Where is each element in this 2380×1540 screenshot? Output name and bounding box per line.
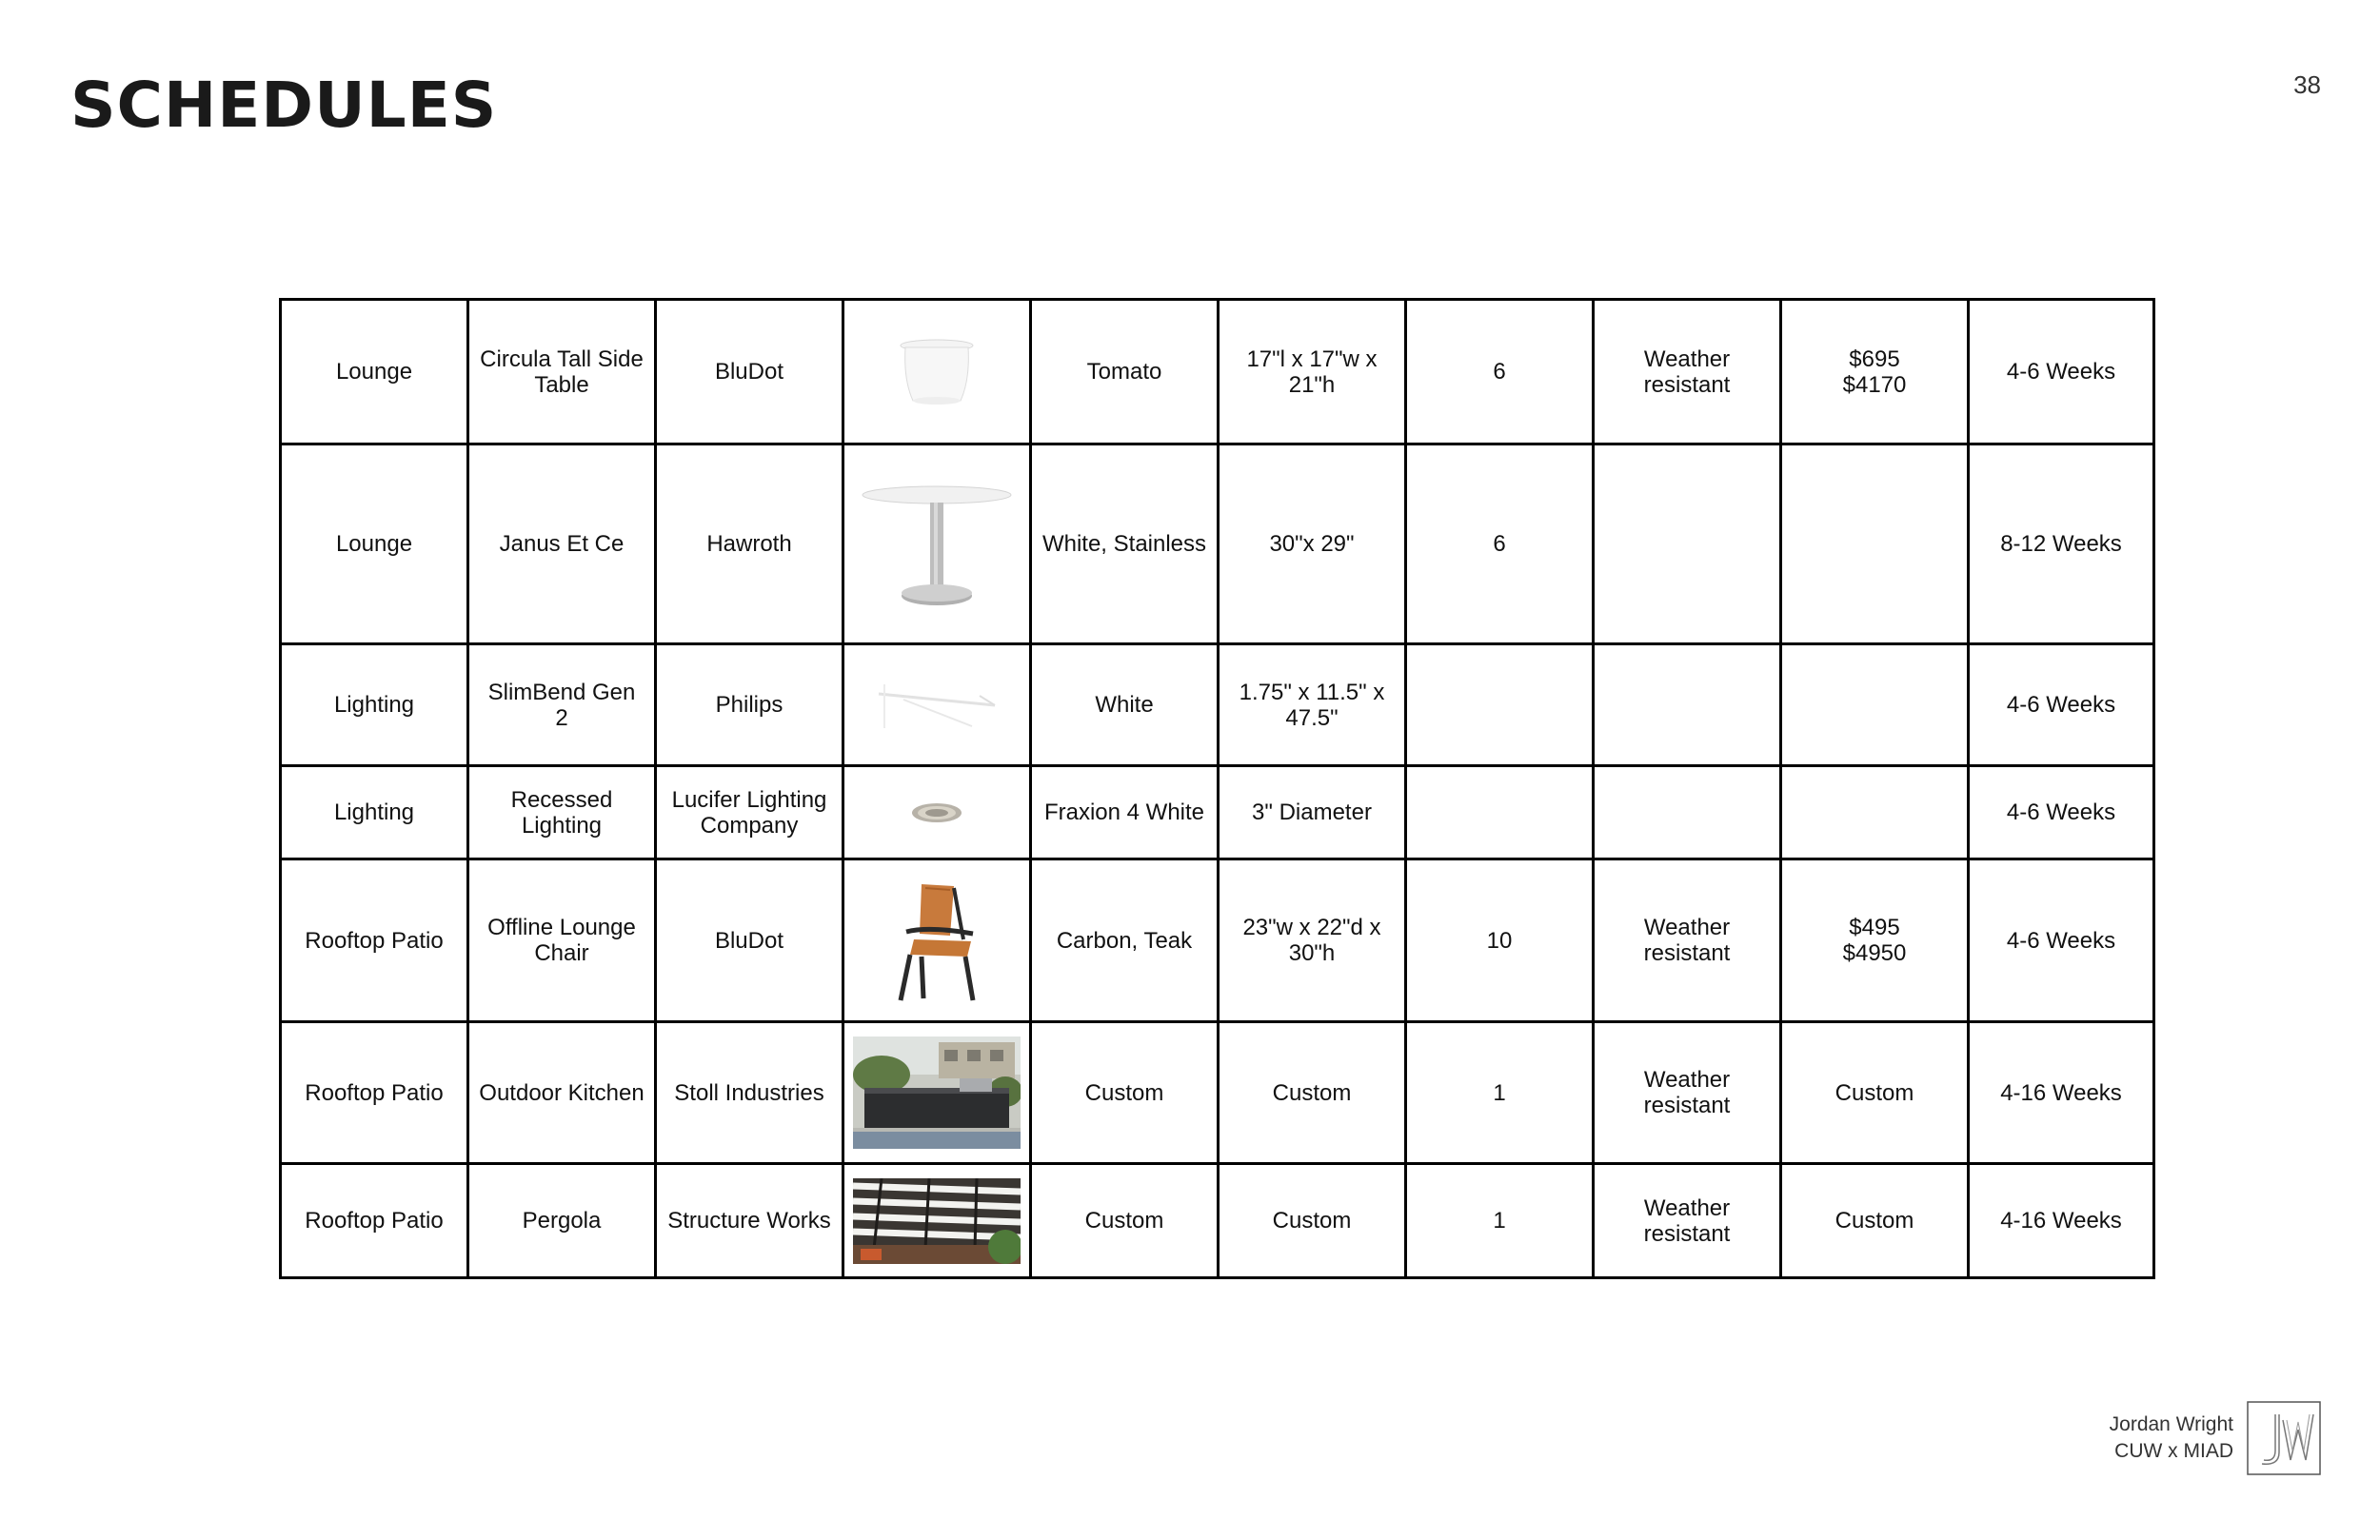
lead-time-cell: 8-12 Weeks — [1969, 444, 2154, 644]
footer-credits — [2110, 1412, 2233, 1465]
cost-cell — [1781, 1022, 1969, 1164]
recessed-downlight-image — [908, 799, 965, 827]
quantity-cell: 1 — [1406, 1164, 1594, 1278]
manufacturer-cell: BluDot — [656, 859, 843, 1022]
program-name: CUW x MIAD — [2114, 1440, 2233, 1462]
footer — [2110, 1401, 2321, 1475]
notes-cell — [1594, 766, 1781, 859]
lead-time-cell: 4-16 Weeks — [1969, 1164, 2154, 1278]
notes-cell: Weather resistant — [1594, 859, 1781, 1022]
dimensions-cell: 23"w x 22"d x 30"h — [1219, 859, 1406, 1022]
image-cell — [843, 644, 1031, 766]
finish-cell: Custom — [1031, 1164, 1219, 1278]
image-cell — [843, 444, 1031, 644]
cost-cell — [1781, 444, 1969, 644]
notes-cell: Weather resistant — [1594, 300, 1781, 444]
table-row — [281, 859, 2154, 1022]
notes-cell: Weather resistant — [1594, 1022, 1781, 1164]
item-cell: Recessed Lighting — [468, 766, 656, 859]
quantity-cell — [1406, 644, 1594, 766]
lead-time-cell: 4-6 Weeks — [1969, 859, 2154, 1022]
dimensions-cell: 17"l x 17"w x 21"h — [1219, 300, 1406, 444]
image-cell — [843, 1164, 1031, 1278]
image-cell — [843, 1022, 1031, 1164]
quantity-cell: 6 — [1406, 444, 1594, 644]
total-cost: $4950 — [1842, 940, 1907, 966]
image-cell — [843, 859, 1031, 1022]
finish-cell: Carbon, Teak — [1031, 859, 1219, 1022]
white-side-table-image — [884, 334, 989, 410]
author-name: Jordan Wright — [2109, 1413, 2233, 1435]
dimensions-cell: 30"x 29" — [1219, 444, 1406, 644]
dimensions-cell: 1.75" x 11.5" x 47.5" — [1219, 644, 1406, 766]
lead-time-cell: 4-16 Weeks — [1969, 1022, 2154, 1164]
schedule-table — [279, 298, 2155, 1279]
jw-monogram-logo — [2247, 1401, 2321, 1475]
page-title: SCHEDULES — [70, 69, 498, 142]
unit-cost: $695 — [1849, 346, 1900, 372]
round-pedestal-table-image — [856, 478, 1018, 611]
item-cell: Janus Et Ce — [468, 444, 656, 644]
finish-cell: White, Stainless — [1031, 444, 1219, 644]
unit-cost: Custom — [1835, 1079, 1914, 1106]
notes-cell: Weather resistant — [1594, 1164, 1781, 1278]
lead-time-cell: 4-6 Weeks — [1969, 644, 2154, 766]
area-cell: Lounge — [281, 444, 468, 644]
manufacturer-cell: Structure Works — [656, 1164, 843, 1278]
quantity-cell: 6 — [1406, 300, 1594, 444]
teak-lounge-chair-image — [880, 877, 994, 1005]
area-cell: Rooftop Patio — [281, 859, 468, 1022]
area-cell: Lounge — [281, 300, 468, 444]
quantity-cell: 10 — [1406, 859, 1594, 1022]
manufacturer-cell: Hawroth — [656, 444, 843, 644]
total-cost: $4170 — [1842, 371, 1907, 398]
manufacturer-cell: BluDot — [656, 300, 843, 444]
finish-cell: Custom — [1031, 1022, 1219, 1164]
cost-cell — [1781, 300, 1969, 444]
item-cell: SlimBend Gen 2 — [468, 644, 656, 766]
quantity-cell — [1406, 766, 1594, 859]
outdoor-kitchen-photo — [853, 1037, 1021, 1149]
area-cell: Lighting — [281, 766, 468, 859]
table-row — [281, 1164, 2154, 1278]
image-cell — [843, 300, 1031, 444]
notes-cell — [1594, 644, 1781, 766]
unit-cost: Custom — [1835, 1208, 1914, 1234]
manufacturer-cell: Stoll Industries — [656, 1022, 843, 1164]
finish-cell: White — [1031, 644, 1219, 766]
area-cell: Lighting — [281, 644, 468, 766]
item-cell: Outdoor Kitchen — [468, 1022, 656, 1164]
dimensions-cell: Custom — [1219, 1022, 1406, 1164]
manufacturer-cell: Lucifer Lighting Company — [656, 766, 843, 859]
table-row — [281, 766, 2154, 859]
lead-time-cell: 4-6 Weeks — [1969, 766, 2154, 859]
cost-cell — [1781, 766, 1969, 859]
notes-cell — [1594, 444, 1781, 644]
cost-cell — [1781, 859, 1969, 1022]
cost-cell — [1781, 1164, 1969, 1278]
table-row — [281, 444, 2154, 644]
item-cell: Pergola — [468, 1164, 656, 1278]
unit-cost: $495 — [1849, 915, 1900, 940]
linear-light-fixture-image — [865, 667, 1008, 743]
page-number: 38 — [2293, 70, 2321, 99]
dimensions-cell: 3" Diameter — [1219, 766, 1406, 859]
dimensions-cell: Custom — [1219, 1164, 1406, 1278]
image-cell — [843, 766, 1031, 859]
lead-time-cell: 4-6 Weeks — [1969, 300, 2154, 444]
table-row — [281, 1022, 2154, 1164]
table-row — [281, 300, 2154, 444]
pergola-photo — [853, 1178, 1021, 1264]
finish-cell: Tomato — [1031, 300, 1219, 444]
quantity-cell: 1 — [1406, 1022, 1594, 1164]
item-cell: Offline Lounge Chair — [468, 859, 656, 1022]
area-cell: Rooftop Patio — [281, 1022, 468, 1164]
finish-cell: Fraxion 4 White — [1031, 766, 1219, 859]
cost-cell — [1781, 644, 1969, 766]
table-row — [281, 644, 2154, 766]
item-cell: Circula Tall Side Table — [468, 300, 656, 444]
manufacturer-cell: Philips — [656, 644, 843, 766]
area-cell: Rooftop Patio — [281, 1164, 468, 1278]
